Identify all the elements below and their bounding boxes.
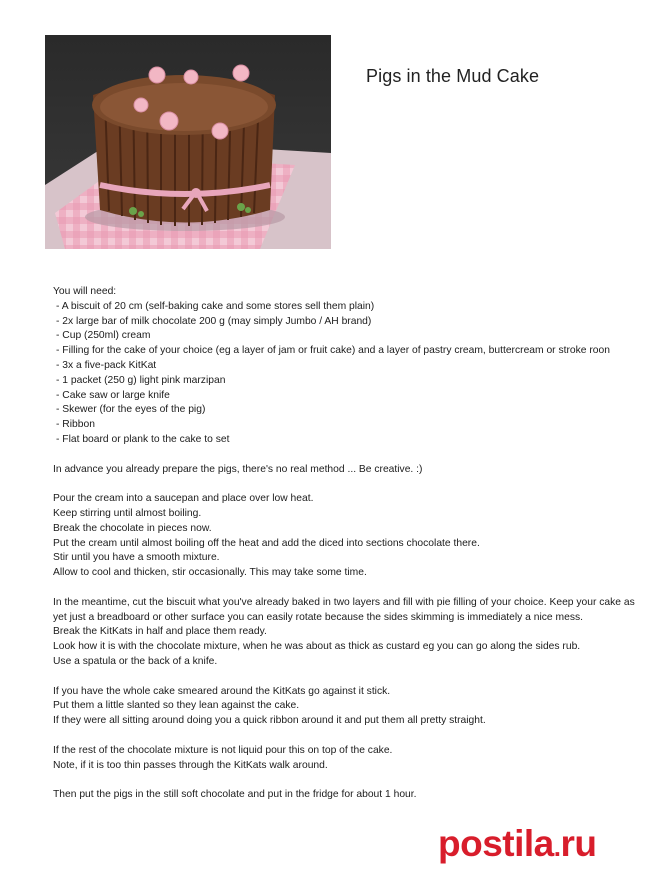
- ingredient-item: - Flat board or plank to the cake to set: [53, 433, 643, 448]
- paragraph-spacer: [53, 477, 643, 492]
- instruction-line: Break the chocolate in pieces now.: [53, 522, 212, 534]
- cake-illustration: [45, 35, 331, 249]
- ingredient-item: - Cake saw or large knife: [53, 389, 643, 404]
- page-title: Pigs in the Mud Cake: [366, 66, 540, 86]
- instruction-line: Stir until you have a smooth mixture.: [53, 552, 220, 564]
- ingredient-item: - Cup (250ml) cream: [53, 329, 643, 344]
- instruction-line: Then put the pigs in the still soft chocolate and put in the fridge for about 1 hour.: [53, 789, 417, 801]
- ingredient-item: - 2x large bar of milk chocolate 200 g (may simply Jumbo / AH brand): [53, 315, 643, 330]
- instruction-line: Pour the cream into a saucepan and place over low heat.: [53, 493, 314, 505]
- instruction-line: Break the KitKats in half and place them ready.: [53, 626, 267, 638]
- instruction-line: Allow to cool and thicken, stir occasionally. This may take some time.: [53, 567, 367, 579]
- instruction-line: If they were all sitting around doing you a quick ribbon around it and put them all pretty straight.: [53, 715, 486, 727]
- ingredient-item: - 1 packet (250 g) light pink marzipan: [53, 374, 643, 389]
- instruction-line: In the meantime, cut the biscuit what you've already baked in two layers and fill with pie filling of your choice. Keep your cake as yet just a breadboard or other surface you can easily rotate because the sides skimming is immediately a nice mess.: [53, 596, 635, 623]
- instruction-line: Note, if it is too thin passes through the KitKats walk around.: [53, 759, 328, 771]
- watermark-dot: .: [553, 832, 561, 862]
- ingredients-list: [53, 300, 643, 448]
- recipe-body: [53, 285, 643, 803]
- ingredient-item: - Ribbon: [53, 418, 643, 433]
- instruction-line: Look how it is with the chocolate mixture, when he was about as thick as custard eg you can go along the sides rub.: [53, 641, 581, 653]
- ingredient-item: - Filling for the cake of your choice (eg a layer of jam or fruit cake) and a layer of pastry cream, buttercream or stroke roon: [53, 344, 643, 359]
- paragraph-spacer: [53, 448, 643, 463]
- watermark-tld: ru: [560, 823, 597, 864]
- instruction-line: In advance you already prepare the pigs, there's no real method ... Be creative. :): [53, 463, 423, 475]
- paragraph-spacer: [53, 581, 643, 596]
- ingredient-item: - A biscuit of 20 cm (self-baking cake and some stores sell them plain): [53, 300, 643, 315]
- ingredients-heading: You will need:: [53, 286, 117, 297]
- watermark-name: postila: [438, 823, 554, 864]
- paragraph-spacer: [53, 773, 643, 788]
- cake-photo: [45, 35, 331, 249]
- paragraph-spacer: [53, 729, 643, 744]
- watermark-logo: [438, 823, 596, 865]
- paragraph-spacer: [53, 670, 643, 685]
- instruction-line: Put the cream until almost boiling off the heat and add the diced into sections chocolate there.: [53, 537, 480, 549]
- instruction-line: Keep stirring until almost boiling.: [53, 507, 202, 519]
- instruction-line: Use a spatula or the back of a knife.: [53, 655, 218, 667]
- instruction-line: If the rest of the chocolate mixture is not liquid pour this on top of the cake.: [53, 744, 393, 756]
- ingredient-item: - 3x a five-pack KitKat: [53, 359, 643, 374]
- instruction-line: If you have the whole cake smeared around the KitKats go against it stick.: [53, 685, 391, 697]
- ingredient-item: - Skewer (for the eyes of the pig): [53, 403, 643, 418]
- instruction-line: Put them a little slanted so they lean against the cake.: [53, 700, 300, 712]
